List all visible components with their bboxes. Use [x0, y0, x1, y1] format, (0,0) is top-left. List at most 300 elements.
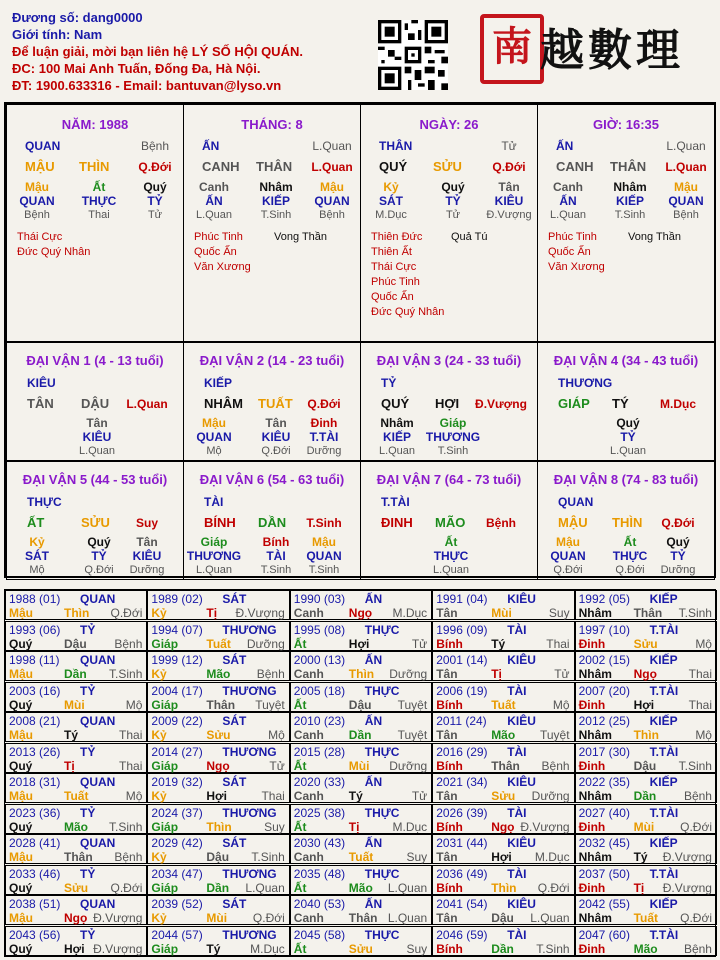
year-label: 2030 (43) [293, 836, 346, 850]
year-stem: Tân [436, 789, 458, 803]
dai-van-stage: Q.Đới [661, 516, 695, 530]
year-cell [432, 804, 574, 834]
dai-van-branch: MÃO [435, 515, 466, 530]
year-stage: Suy [264, 819, 285, 834]
year-label: 1993 (06) [9, 622, 61, 637]
year-branch: Mão [348, 880, 373, 895]
year-cell [432, 773, 574, 803]
year-branch: Dần [633, 789, 657, 803]
year-branch: Mùi [64, 697, 85, 712]
year-stem: Đinh [578, 758, 606, 773]
pillar-star-top: ẤN [556, 139, 574, 153]
shen-sha: Thái Cực [371, 261, 417, 273]
year-stem: Bính [436, 819, 463, 834]
year-branch: Tuất [633, 911, 659, 925]
dai-van-7 [360, 461, 538, 580]
pillar-2 [183, 104, 361, 342]
hidden-stem: Tân [498, 180, 520, 194]
year-cell [432, 926, 574, 956]
dv-hidden-stage: L.Quan [378, 445, 416, 457]
dv-hidden-star: KIÊU [261, 430, 291, 444]
year-stage: Mộ [125, 789, 143, 803]
shen-sha: Đức Quý Nhân [17, 246, 91, 258]
year-stem: Giáp [151, 697, 179, 712]
year-cell [5, 621, 147, 651]
dv-hidden-stem: Giáp [200, 535, 228, 549]
year-cell [575, 590, 717, 620]
year-stem: Nhâm [578, 850, 612, 864]
year-star: T.TÀI [649, 866, 679, 881]
year-cell [290, 865, 432, 895]
owner-label: Đương số: [12, 10, 80, 25]
hidden-star: KIÊU [494, 194, 524, 208]
year-stage: Dưỡng [389, 667, 428, 681]
year-star: KIÊU [507, 592, 536, 606]
year-stage: Mộ [695, 636, 712, 651]
pillar-title: NĂM: 1988 [61, 117, 129, 132]
year-label: 1994 (07) [151, 622, 203, 637]
year-branch: Tuất [206, 636, 231, 651]
dv-hidden-star: THỰC [433, 549, 469, 563]
year-star: THƯƠNG [222, 866, 277, 881]
year-stage: Thai [688, 667, 712, 681]
year-stage: Suy [406, 941, 428, 956]
year-branch: Thân [633, 606, 663, 620]
hidden-stage: T.Sinh [260, 209, 292, 221]
year-label: 2015 (28) [293, 744, 346, 759]
dai-van-stem: NHÂM [204, 396, 243, 411]
brand-logo: 越數理 [540, 25, 684, 76]
pillar-stage-top: Tử [501, 139, 517, 153]
year-label: 1998 (11) [9, 653, 60, 667]
year-cell [432, 712, 574, 742]
dai-van-star: QUAN [558, 495, 594, 509]
year-cell [147, 834, 289, 864]
pillar-stage-top: Bệnh [140, 139, 170, 153]
year-cell [432, 834, 574, 864]
hidden-stage: Đ.Vượng [486, 209, 532, 221]
year-cell [290, 895, 432, 925]
year-star: KIÊU [507, 897, 536, 911]
year-label: 2024 (37) [151, 805, 203, 820]
shen-sha: Văn Xương [194, 261, 251, 273]
hidden-stem: Canh [199, 180, 229, 194]
dv-hidden-stage: Q.Đới [84, 564, 114, 576]
dv-hidden-stem: Quý [616, 416, 640, 430]
year-cell [290, 926, 432, 956]
year-star: ẤN [364, 592, 383, 606]
dai-van-stage: M.Dục [660, 397, 696, 411]
dai-van-branch: TUẤT [258, 396, 293, 411]
hidden-stage: Thai [88, 209, 110, 221]
year-cell [290, 743, 432, 773]
pillar-star-top: ẤN [202, 139, 220, 153]
pillar-stem: MẬU [25, 159, 55, 174]
year-star: T.TÀI [649, 927, 679, 942]
year-stem: Bính [436, 880, 463, 895]
year-stem: Bính [436, 941, 463, 956]
shen-sha: Quốc Ấn [194, 246, 237, 258]
hidden-star: ẤN [559, 194, 577, 208]
year-branch: Dậu [64, 636, 87, 651]
year-branch: Tị [206, 606, 218, 620]
dai-van-1 [6, 342, 184, 461]
shen-sha: Phúc Tinh [194, 231, 243, 243]
year-label: 2018 (31) [9, 775, 61, 789]
year-cell [290, 773, 432, 803]
year-stem: Nhâm [578, 789, 612, 803]
year-cell [432, 682, 574, 712]
dai-van-title: ĐẠI VẬN 2 (14 - 23 tuổi) [199, 353, 345, 368]
dai-van-stem: QUÝ [381, 396, 410, 411]
year-star: THỰC [364, 805, 400, 820]
year-branch: Mùi [206, 911, 228, 925]
year-stage: L.Quan [530, 911, 570, 925]
year-label: 2016 (29) [436, 744, 488, 759]
year-cell [290, 621, 432, 651]
year-stage: M.Dục [250, 941, 285, 956]
year-star: TỶ [80, 866, 96, 881]
year-stage: T.Sinh [678, 758, 712, 773]
year-stage: Q.Đới [110, 880, 143, 895]
year-label: 2028 (41) [9, 836, 61, 850]
year-label: 2044 (57) [151, 927, 203, 942]
year-label: 2021 (34) [436, 775, 488, 789]
year-label: 1989 (02) [151, 592, 203, 606]
dai-van-stage: Q.Đới [307, 397, 341, 411]
pillar-branch: THÂN [256, 159, 293, 174]
dai-van-branch: DẦN [258, 515, 287, 530]
year-stage: M.Dục [392, 819, 428, 834]
year-stem: Đinh [578, 819, 606, 834]
year-star: THỰC [364, 683, 400, 698]
pillar-branch: THÌN [79, 159, 110, 174]
dai-van-stage: T.Sinh [306, 516, 342, 530]
year-cell [290, 651, 432, 681]
year-branch: Ngọ [633, 667, 657, 681]
year-star: THƯƠNG [222, 927, 277, 942]
year-stem: Ất [293, 697, 307, 712]
dai-van-branch: SỬU [81, 515, 110, 530]
year-cell [575, 682, 717, 712]
year-label: 2043 (56) [9, 927, 61, 942]
hidden-stem: Mậu [320, 180, 344, 194]
dv-hidden-stem: Giáp [439, 416, 467, 430]
dv-hidden-stage: Dưỡng [306, 445, 342, 457]
owner-value: dang0000 [82, 10, 143, 25]
year-label: 2031 (44) [436, 836, 488, 850]
year-label: 2004 (17) [151, 683, 203, 698]
year-stem: Bính [436, 697, 463, 712]
year-cell [290, 712, 432, 742]
year-branch: Ngọ [491, 819, 515, 834]
year-stage: Thai [688, 697, 712, 712]
pillar-branch: THÂN [610, 159, 647, 174]
dai-van-stem: ẤT [27, 515, 45, 530]
dv-hidden-stage: Q.Đới [615, 564, 645, 576]
year-stem: Nhâm [578, 728, 612, 742]
dv-hidden-star: KIẾP [382, 430, 412, 444]
year-stage: Đ.Vượng [235, 606, 285, 620]
year-label: 2047 (60) [578, 927, 630, 942]
year-label: 2041 (54) [436, 897, 488, 911]
dai-van-stage: Suy [135, 516, 159, 530]
year-star: TÀI [507, 866, 527, 881]
year-star: KIẾP [649, 897, 678, 911]
year-cell [5, 743, 147, 773]
year-cell [575, 895, 717, 925]
year-branch: Mùi [491, 606, 512, 620]
dai-van-4 [537, 342, 715, 461]
year-star: THƯƠNG [222, 622, 277, 637]
year-stage: Đ.Vượng [662, 850, 712, 864]
hidden-stage: Bệnh [24, 209, 50, 221]
year-branch: Mão [64, 819, 88, 834]
year-cell [575, 926, 717, 956]
year-stem: Kỷ [151, 728, 167, 742]
hidden-stage: L.Quan [195, 209, 233, 221]
dai-van-star: TÀI [204, 495, 224, 509]
year-star: TÀI [507, 805, 527, 820]
year-star: KIÊU [507, 836, 536, 850]
year-cell [432, 865, 574, 895]
year-stem: Nhâm [578, 911, 612, 925]
hidden-star: KIẾP [261, 194, 291, 208]
dai-van-stem: BÍNH [204, 515, 236, 530]
dv-hidden-star: THƯƠNG [425, 430, 481, 444]
chart-grid [4, 102, 716, 578]
year-star: ẤN [364, 775, 383, 789]
year-star: KIÊU [507, 714, 536, 728]
year-star: SÁT [222, 653, 247, 667]
year-stage: L.Quan [387, 911, 428, 925]
hidden-star: QUAN [668, 194, 704, 208]
year-stage: L.Quan [387, 880, 428, 895]
pillar-branch: SỬU [433, 159, 462, 174]
pillar-3 [360, 104, 538, 342]
dai-van-8 [537, 461, 715, 580]
year-branch: Thân [491, 758, 520, 773]
year-branch: Tị [633, 880, 645, 895]
year-branch: Tuất [491, 697, 516, 712]
dv-hidden-star: TỶ [620, 430, 636, 444]
year-stem: Bính [436, 636, 463, 651]
year-cell [147, 621, 289, 651]
year-cell [575, 651, 717, 681]
year-star: ẤN [364, 653, 383, 667]
year-branch: Tý [64, 728, 79, 742]
dv-hidden-stage: L.Quan [609, 445, 647, 457]
year-star: TÀI [507, 927, 527, 942]
year-stage: Tuyệt [397, 728, 428, 742]
year-star: SÁT [222, 775, 247, 789]
dv-hidden-stem: Đinh [310, 416, 338, 430]
year-star: T.TÀI [649, 744, 679, 759]
year-stem: Tân [436, 911, 458, 925]
year-star: KIẾP [649, 592, 678, 606]
year-cell [5, 865, 147, 895]
dv-hidden-stage: L.Quan [78, 445, 116, 457]
year-cell [5, 926, 147, 956]
hidden-stage: L.Quan [549, 209, 587, 221]
year-branch: Tý [633, 850, 648, 864]
year-stage: Tuyệt [397, 697, 428, 712]
year-stem: Mậu [9, 911, 33, 925]
dai-van-title: ĐẠI VẬN 6 (54 - 63 tuổi) [199, 472, 345, 487]
year-star: T.TÀI [649, 805, 679, 820]
year-branch: Hợi [633, 697, 655, 712]
year-stem: Nhâm [578, 606, 612, 620]
year-stage: Tuyệt [255, 697, 285, 712]
year-label: 2022 (35) [578, 775, 630, 789]
year-star: SÁT [222, 836, 247, 850]
dv-hidden-star: T.TÀI [309, 430, 339, 444]
dai-van-star: TỶ [381, 376, 397, 390]
dai-van-stage: Bệnh [486, 516, 516, 530]
year-branch: Mão [491, 728, 516, 742]
year-stem: Giáp [151, 636, 179, 651]
year-branch: Thân [348, 911, 378, 925]
year-stem: Ất [293, 880, 307, 895]
year-star: SÁT [222, 897, 247, 911]
dai-van-title: ĐẠI VẬN 1 (4 - 13 tuổi) [26, 353, 164, 368]
dai-van-title: ĐẠI VẬN 3 (24 - 33 tuổi) [376, 353, 522, 368]
year-stage: Đ.Vượng [662, 880, 712, 895]
year-label: 2020 (33) [293, 775, 346, 789]
dai-van-title: ĐẠI VẬN 4 (34 - 43 tuổi) [553, 353, 699, 368]
hidden-star: TỶ [147, 194, 163, 208]
year-stem: Quý [9, 819, 33, 834]
dv-hidden-stage: Mộ [206, 445, 222, 457]
year-label: 2012 (25) [578, 714, 630, 728]
dv-hidden-stem: Mậu [556, 535, 580, 549]
year-stem: Kỷ [151, 850, 167, 864]
year-branch: Tuất [64, 789, 89, 803]
year-branch: Hợi [348, 636, 370, 651]
year-cell [432, 895, 574, 925]
year-label: 1992 (05) [578, 592, 630, 606]
year-stage: Bệnh [256, 667, 285, 681]
year-star: SÁT [222, 714, 247, 728]
year-stem: Quý [9, 636, 33, 651]
dv-hidden-star: THƯƠNG [186, 549, 242, 563]
hidden-stem: Quý [441, 180, 465, 194]
year-stem: Mậu [9, 667, 33, 681]
year-stem: Quý [9, 697, 33, 712]
dai-van-6 [183, 461, 361, 580]
contact-invite: Để luận giải, mời bạn liên hệ LÝ SỐ HỘI QUÁN. [12, 44, 303, 59]
pillar-title: NGÀY: 26 [419, 117, 479, 132]
year-stem: Mậu [9, 850, 33, 864]
year-cell [290, 834, 432, 864]
year-cell [432, 743, 574, 773]
year-label: 2005 (18) [293, 683, 346, 698]
dai-van-star: T.TÀI [381, 495, 410, 509]
year-branch: Ngọ [348, 606, 373, 620]
dv-hidden-stem: Tân [265, 416, 287, 430]
dai-van-stem: GIÁP [558, 396, 590, 411]
hidden-stage: T.Sinh [614, 209, 646, 221]
dv-hidden-stem: Kỷ [29, 535, 45, 549]
shen-sha-2: Vong Thần [274, 231, 328, 243]
year-stem: Đinh [578, 880, 606, 895]
year-cell [147, 895, 289, 925]
dv-hidden-stem: Ất [623, 535, 637, 549]
dai-van-stage: L.Quan [126, 397, 168, 411]
pillar-title: THÁNG: 8 [241, 117, 303, 132]
dv-hidden-stage: T.Sinh [260, 564, 292, 576]
year-cell [575, 621, 717, 651]
pillar-star-top: QUAN [25, 139, 61, 153]
year-stage: Bệnh [114, 850, 143, 864]
year-branch: Hợi [491, 850, 512, 864]
year-label: 2003 (16) [9, 683, 61, 698]
year-label: 2037 (50) [578, 866, 630, 881]
year-cell [147, 682, 289, 712]
year-stem: Tân [436, 850, 458, 864]
shen-sha-2: Quả Tú [451, 231, 488, 243]
year-branch: Tuất [348, 850, 374, 864]
dv-hidden-star: SÁT [25, 549, 49, 563]
year-stage: Thai [261, 789, 285, 803]
dv-hidden-star: KIÊU [82, 430, 112, 444]
hidden-stage: M.Dục [375, 209, 407, 221]
dv-hidden-star: QUAN [196, 430, 232, 444]
year-stem: Đinh [578, 636, 606, 651]
year-label: 2019 (32) [151, 775, 203, 789]
year-label: 2035 (48) [293, 866, 346, 881]
year-star: KIẾP [649, 653, 678, 667]
year-cell [432, 621, 574, 651]
year-branch: Thìn [633, 728, 659, 742]
contact-phone-email: ĐT: 1900.633316 - Email: bantuvan@lyso.vn [12, 78, 282, 93]
year-cell [432, 590, 574, 620]
year-label: 2023 (36) [9, 805, 61, 820]
year-stem: Kỷ [151, 789, 167, 803]
year-label: 2039 (52) [151, 897, 203, 911]
year-label: 2042 (55) [578, 897, 630, 911]
year-label: 1991 (04) [436, 592, 488, 606]
shen-sha: Thiên Đức [371, 231, 423, 243]
year-branch: Hợi [206, 789, 227, 803]
year-star: KIÊU [507, 653, 536, 667]
year-star: T.TÀI [649, 683, 679, 698]
year-stem: Mậu [9, 789, 33, 803]
year-label: 1999 (12) [151, 653, 203, 667]
header-info [12, 9, 303, 94]
dv-hidden-stage: T.Sinh [437, 445, 469, 457]
year-stage: Mộ [268, 728, 285, 742]
dai-van-title: ĐẠI VẬN 5 (44 - 53 tuổi) [22, 472, 168, 487]
pillar-stage-mid: L.Quan [665, 160, 707, 174]
year-branch: Dậu [491, 911, 514, 925]
year-stage: Bệnh [683, 941, 712, 956]
year-branch: Thìn [491, 880, 517, 895]
dv-hidden-stem: Tân [136, 535, 158, 549]
year-cell [147, 712, 289, 742]
year-label: 1990 (03) [293, 592, 346, 606]
year-stage: Bệnh [541, 758, 570, 773]
dai-van-stage: Đ.Vượng [475, 397, 527, 411]
pillar-title: GIỜ: 16:35 [592, 117, 659, 132]
year-stage: Q.Đới [252, 911, 285, 925]
shen-sha: Thái Cực [17, 231, 63, 243]
shen-sha: Thiên Ất [371, 246, 412, 258]
dai-van-3 [360, 342, 538, 461]
dv-hidden-stage: Q.Đới [261, 445, 291, 457]
year-stem: Giáp [151, 941, 179, 956]
shen-sha-2: Vong Thần [628, 231, 682, 243]
